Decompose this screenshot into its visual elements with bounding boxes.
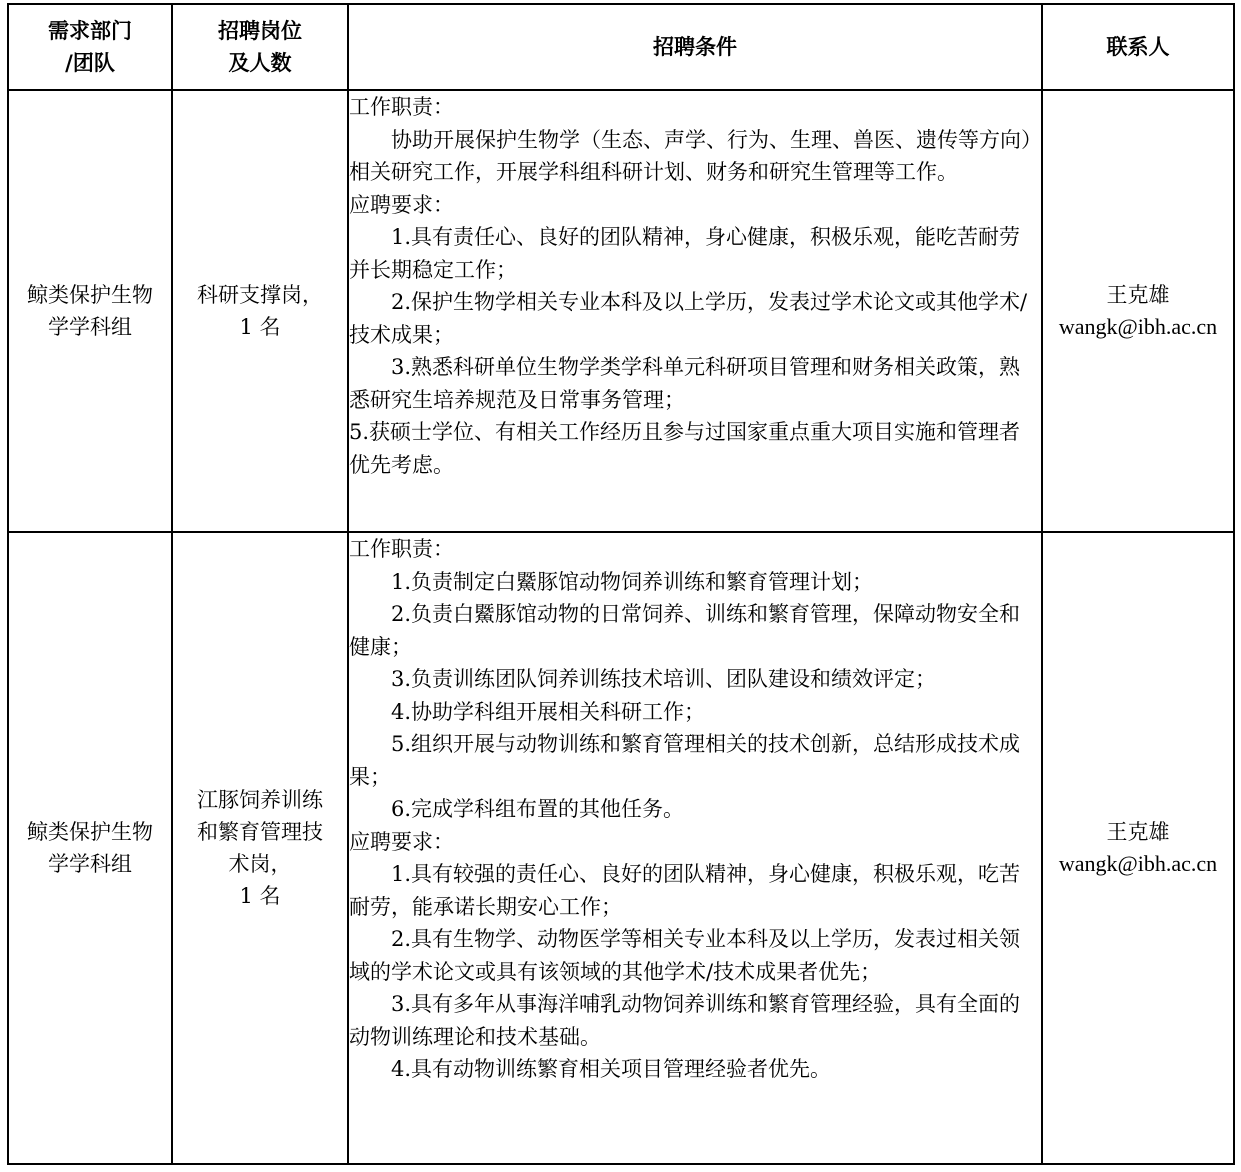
requirement-item: 2.具有生物学、动物医学等相关专业本科及以上学历，发表过相关领域的学术论文或具有该领域的其他学术/技术成果者优先；	[349, 927, 1021, 984]
duty-item: 3.负责训练团队饲养训练技术培训、团队建设和绩效评定；	[391, 667, 937, 691]
contact-name: 王克雄	[1106, 283, 1170, 307]
duties-title: 工作职责：	[349, 537, 454, 561]
requirement-item: 3.具有多年从事海洋哺乳动物饲养训练和繁育管理经验，具有全面的动物训练理论和技术基础。	[349, 992, 1021, 1049]
requirement-item: 2.保护生物学相关专业本科及以上学历，发表过学术论文或其他学术/技术成果；	[349, 290, 1028, 347]
duty-item: 协助开展保护生物学（生态、声学、行为、生理、兽医、遗传等方向）相关研究工作，开展学科组科研计划、财务和研究生管理等工作。	[349, 127, 1032, 184]
dept-line1: 鲸类保护生物	[27, 283, 153, 307]
dept-cell	[8, 532, 172, 1164]
conditions-cell	[348, 532, 1042, 1164]
table-row	[8, 532, 1234, 1164]
header-contact: 联系人	[1042, 4, 1234, 90]
duty-item: 1.负责制定白鱀豚馆动物饲养训练和繁育管理计划；	[391, 569, 874, 594]
header-post	[172, 4, 348, 90]
contact-name: 王克雄	[1106, 820, 1170, 844]
requirement-item: 3.熟悉科研单位生物学类学科单元科研项目管理和财务相关政策，熟悉研究生培养规范及日常事务管理；	[349, 355, 1021, 412]
contact-cell	[1042, 532, 1234, 1164]
header-dept-line2: /团队	[65, 50, 115, 75]
requirements-title: 应聘要求：	[349, 192, 454, 217]
requirement-item: 1.具有责任心、良好的团队精神，身心健康，积极乐观，能吃苦耐劳并长期稳定工作；	[349, 225, 1021, 282]
requirements-title: 应聘要求：	[349, 829, 454, 854]
post-line2: 和繁育管理技	[197, 820, 323, 844]
header-post-line1: 招聘岗位	[218, 18, 302, 43]
requirement-item: 4.具有动物训练繁育相关项目管理经验者优先。	[391, 1057, 832, 1081]
header-row	[8, 4, 1234, 90]
post-line4: 1 名	[239, 884, 281, 908]
recruitment-table	[7, 3, 1235, 1165]
header-dept	[8, 4, 172, 90]
post-cell	[172, 90, 348, 532]
post-line3: 术岗，	[228, 852, 292, 876]
contact-cell	[1042, 90, 1234, 532]
header-post-line2: 及人数	[228, 50, 292, 75]
requirement-item: 1.具有较强的责任心、良好的团队精神，身心健康，积极乐观，吃苦耐劳，能承诺长期安心工作；	[349, 862, 1021, 919]
post-line1: 江豚饲养训练	[197, 788, 323, 812]
duties-title: 工作职责：	[349, 95, 454, 119]
dept-line1: 鲸类保护生物	[27, 820, 153, 844]
dept-cell	[8, 90, 172, 532]
contact-email: wangk@ibh.ac.cn	[1058, 851, 1218, 876]
requirement-item: 5.获硕士学位、有相关工作经历且参与过国家重点重大项目实施和管理者优先考虑。	[349, 420, 1021, 477]
dept-line2: 学学科组	[48, 315, 132, 339]
header-dept-line1: 需求部门	[48, 18, 132, 43]
duty-item: 4.协助学科组开展相关科研工作；	[391, 699, 706, 724]
duty-item: 6.完成学科组布置的其他任务。	[391, 797, 685, 821]
conditions-cell	[348, 90, 1042, 532]
post-cell	[172, 532, 348, 1164]
dept-line2: 学学科组	[48, 852, 132, 876]
post-line1: 科研支撑岗，	[197, 283, 323, 307]
post-line2: 1 名	[239, 315, 281, 339]
duty-item: 2.负责白鱀豚馆动物的日常饲养、训练和繁育管理，保障动物安全和健康；	[349, 602, 1021, 659]
header-conditions: 招聘条件	[348, 4, 1042, 90]
duty-item: 5.组织开展与动物训练和繁育管理相关的技术创新，总结形成技术成果；	[349, 732, 1021, 789]
contact-email: wangk@ibh.ac.cn	[1058, 314, 1218, 339]
table-row	[8, 90, 1234, 532]
